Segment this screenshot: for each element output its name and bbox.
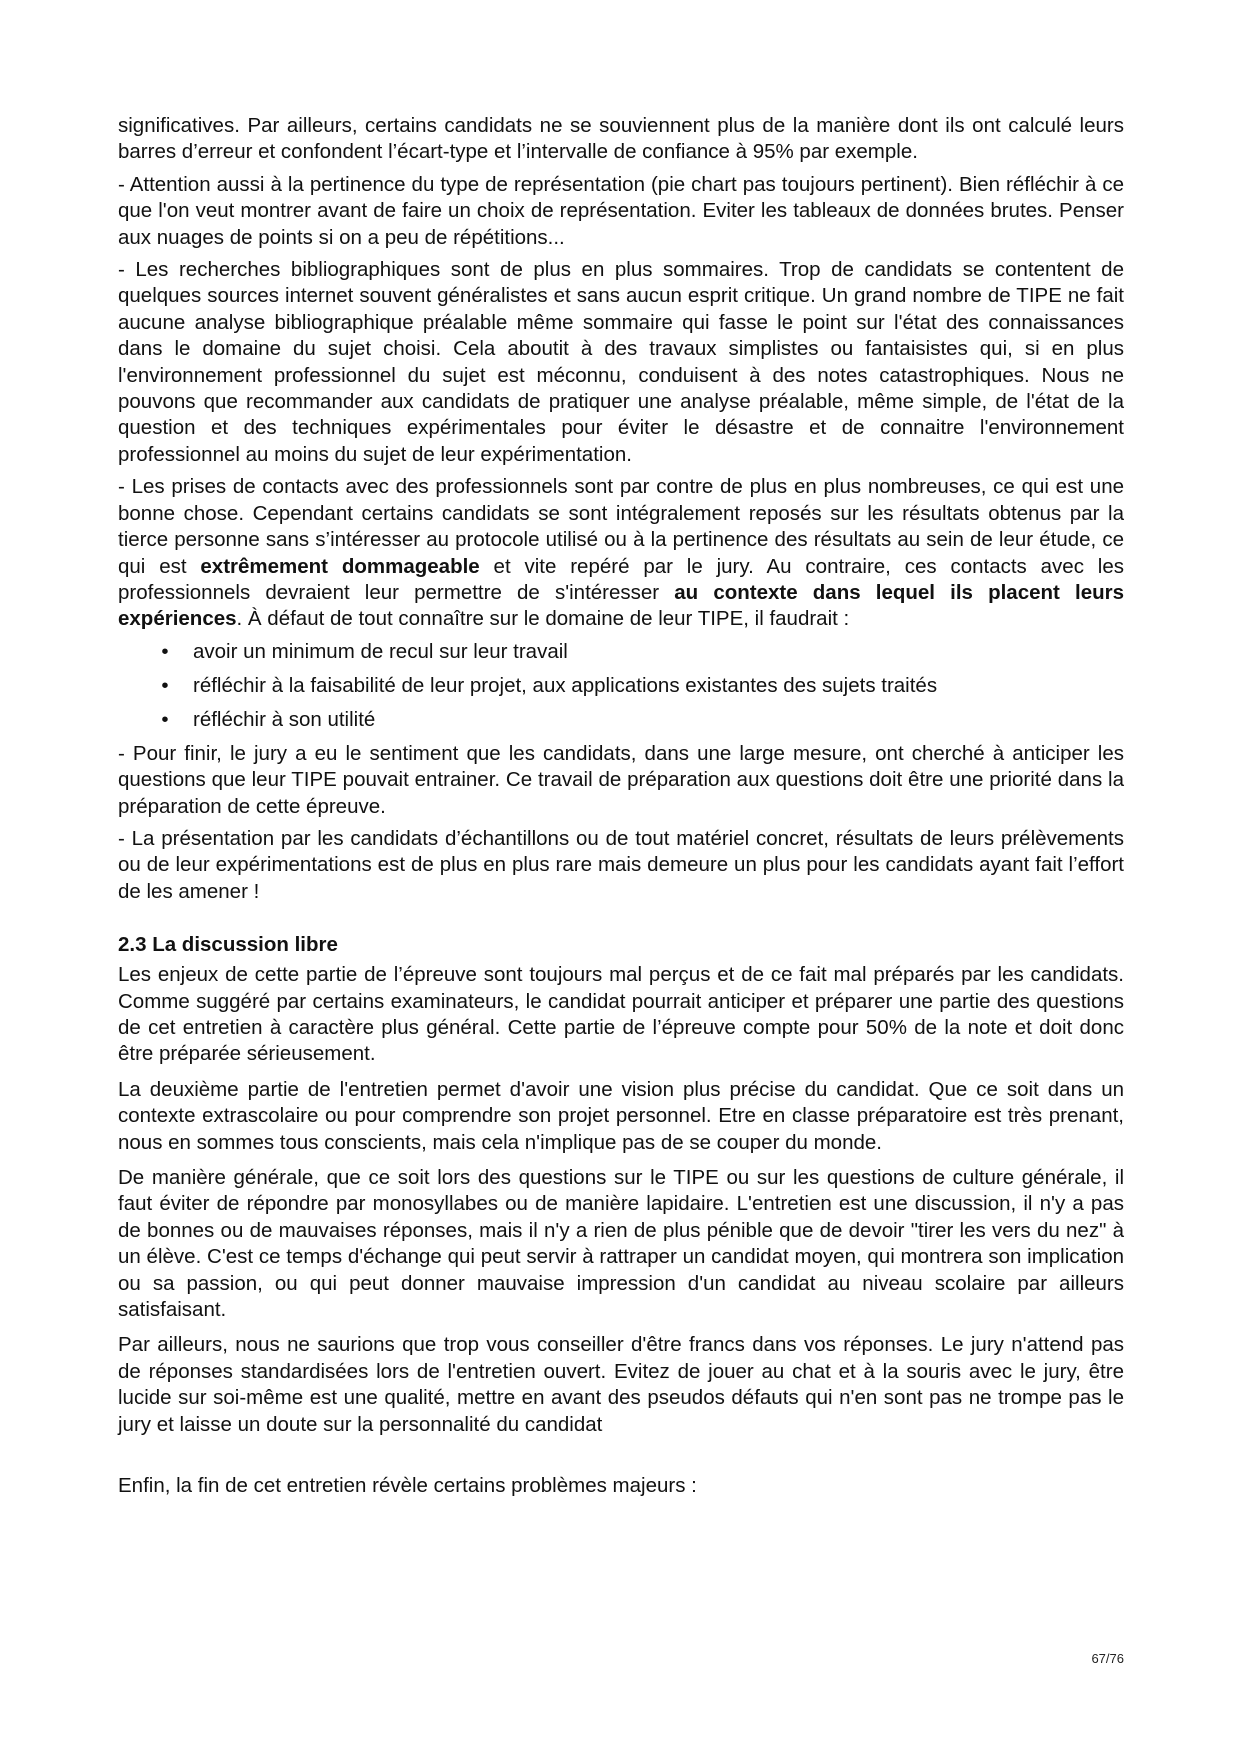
blank-line [118,1447,1124,1473]
contacts-text-1: - Les prises de contacts avec des professionnels sont par contre de plus en plus nombreuses, ce qui est une bonne chose. Cependant certains candidats se sont intégralement reposés sur les résultats obtenus par la tierce personne sans s’intéresser au protocole utilisé ou à la pertinence des résultats au sein de leur étude, ce qui est [118,475,1124,578]
paragraph-contacts [118,474,1124,632]
bullet-text: réfléchir à son utilité [193,707,376,731]
bullet-text: avoir un minimum de recul sur leur travail [193,639,568,663]
bullet-icon: • [161,707,169,731]
bullet-text: réfléchir à la faisabilité de leur projet, aux applications existantes des sujets traités [193,673,938,697]
contacts-text-3: . À défaut de tout connaître sur le domaine de leur TIPE, il faudrait : [236,607,850,631]
paragraph-bibliography: - Les recherches bibliographiques sont de plus en plus sommaires. Trop de candidats se contentent de quelques sources internet souvent généralistes et sans aucun esprit critique. Un grand nombre de TIPE ne fait aucune analyse bibliographique préalable même sommaire qui fasse le point sur l'état des connaissances dans le domaine du sujet choisi. Cela aboutit à des travaux simplistes ou fantaisistes qui, si en plus l'environnement professionnel du sujet est méconnu, conduisent à des notes catastrophiques. Nous ne pouvons que recommander aux candidats de pratiquer une analyse préalable, même simple, de l'état de la question et des techniques expérimentales pour éviter le désastre et de connaitre l'environnement professionnel au moins du sujet de leur expérimentation. [118,258,1124,466]
page-number: 67/76 [1091,1651,1124,1666]
bullet-item [118,639,1124,665]
contacts-text-2: et vite repéré par le jury. Au contraire, ces contacts avec les professionnels devraient leur permettre de s'intéresser [118,554,1124,604]
paragraph-general-advice: De manière générale, que ce soit lors des questions sur le TIPE ou sur les questions de culture générale, il faut éviter de répondre par monosyllabes ou de manière lapidaire. L'entretien est une discussion, il n'y a pas de bonnes ou de mauvaises réponses, mais il n'y a rien de plus pénible que de devoir "tirer les vers du nez" à un élève. C'est ce temps d'échange qui peut servir à rattraper un candidat moyen, qui montrera son implication ou sa passion, ou qui peut donner mauvaise impression d'un candidat au niveau scolaire par ailleurs satisfaisant. [118,1166,1124,1322]
bullet-list [118,639,1124,733]
paragraph-representation: - Attention aussi à la pertinence du type de représentation (pie chart pas toujours pertinent). Bien réfléchir à ce que l'on veut montrer avant de faire un choix de représentation. Eviter les tableaux de données brutes. Penser aux nuages de points si on a peu de répétitions... [118,172,1124,249]
contacts-bold-1: extrêmement dommageable [200,554,480,578]
paragraph-anticipation: - Pour finir, le jury a eu le sentiment que les candidats, dans une large mesure, ont cherché à anticiper les questions que leur TIPE pouvait entrainer. Ce travail de préparation aux questions doit être une priorité dans la préparation de cette épreuve. [118,741,1124,818]
paragraph-closing: Enfin, la fin de cet entretien révèle certains problèmes majeurs : [118,1474,697,1498]
section-heading: 2.3 La discussion libre [118,933,338,957]
bullet-icon: • [161,639,169,663]
paragraph-error-bars: significatives. Par ailleurs, certains candidats ne se souviennent plus de la manière dont ils ont calculé leurs barres d’erreur et confondent l’écart-type et l’intervalle de confiance à 95% par exemple. [118,114,1124,164]
contacts-bold-2: au contexte dans lequel ils placent leurs expériences [118,580,1124,631]
bullet-item [118,707,1124,733]
paragraph-honesty: Par ailleurs, nous ne saurions que trop vous conseiller d'être francs dans vos réponses. Le jury n'attend pas de réponses standardisées lors de l'entretien ouvert. Evitez de jouer au chat et à la souris avec le jury, être lucide sur soi-même est une qualité, mettre en avant des pseudos défauts qui n'en sont pas ne trompe pas le jury et laisse un doute sur la personnalité du candidat [118,1333,1124,1436]
paragraph-samples: - La présentation par les candidats d’échantillons ou de tout matériel concret, résultats de leurs prélèvements ou de leur expérimentations est de plus en plus rare mais demeure un plus pour les candidats ayant fait l’effort de les amener ! [118,826,1124,903]
paragraph-stakes: Les enjeux de cette partie de l’épreuve sont toujours mal perçus et de ce fait mal préparés par les candidats. Comme suggéré par certains examinateurs, le candidat pourrait anticiper et préparer une partie des questions de cet entretien à caractère plus général. Cette partie de l’épreuve compte pour 50% de la note et doit donc être préparée sérieusement. [118,963,1124,1066]
paragraph-second-part: La deuxième partie de l'entretien permet d'avoir une vision plus précise du candidat. Que ce soit dans un contexte extrascolaire ou pour comprendre son projet personnel. Etre en classe préparatoire est très prenant, nous en sommes tous conscients, mais cela n'implique pas de se couper du monde. [118,1077,1124,1154]
page-content [118,113,1124,1508]
bullet-icon: • [161,673,169,697]
bullet-item [118,673,1124,699]
